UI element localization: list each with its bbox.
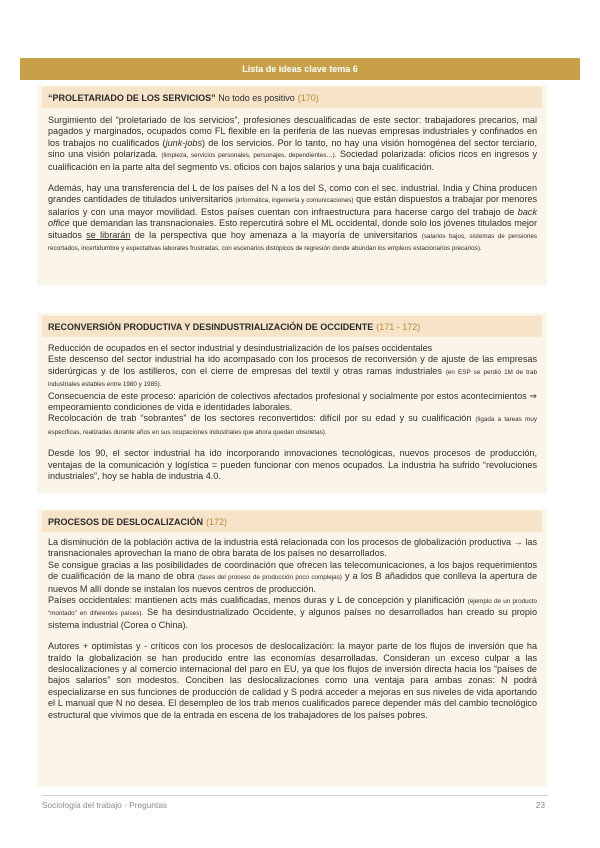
section-body-deslocalizacion <box>48 537 537 721</box>
section-heading-reconversion <box>42 316 542 337</box>
line: Consecuencia de este proceso: aparición de colectivos afectados profesional y socialmente por estos acontecimientos ⇒ empeoramiento condiciones de vida e identidades laborales. <box>48 390 537 413</box>
section-title: “PROLETARIADO DE LOS SERVICIOS” <box>48 92 216 103</box>
paragraph: Además, hay una transferencia del L de los países del N a los del S, como con el sec. industrial. India y China producen grandes cantidades de titulados universitarios (informática, ingeniería y comunicaciones) que están dispuestos a trabajar por menores salarios y con una mayor movilidad. Estos países cuentan con infraestructura para hacerse cargo del trabajo de back office que demandan las transnacionales. Esto repercutirá sobre el ML occidental, donde solo los jóvenes titulados mejor situados se librarán de la perspectiva que hoy amenaza a la mayoría de universitarios (salarios bajos, sistemas de pensiones recortados, incertidumbre y expectativas laborales frustradas, con escenarios distópicos de regresión donde abundan los empleos estacionarios precarios). <box>48 183 538 253</box>
line: Se consigue gracias a las posibilidades de coordinación que ofrecen las telecomunicaciones, a los bajos requerimientos de cualificación de la mano de obra (fases del proceso de producción poco complejas) y a los B añadidos que conlleva la apertura de nuevos M allí donde se instalan los nuevos centros de producción. <box>48 559 538 594</box>
line: Reducción de ocupados en el sector industrial y desindustrialización de los países occidentales <box>48 343 433 353</box>
line: Recolocación de trab “sobrantes” de los sectores reconvertidos: difícil por su edad y su cualificación (ligada a tareas muy específicas, realizadas durante años en sus ocupaciones industriales que ahora quedan obsoletas). <box>48 413 537 436</box>
line: Este descenso del sector industrial ha ido acompasado con los procesos de reconversión y de ajuste de las empresas siderúrgicas y de los astilleros, con el cierre de empresas del textil y otras ramas industriales (en ESP se perdió 1M de trab industriales estables entre 1980 y 1985). <box>48 354 538 389</box>
paragraph: Autores + optimistas y - críticos con los procesos de deslocalización: la mayor parte de los flujos de inversión que ha traído la globalización se han producido entre las economías desarrolladas. Consideran un exceso culpar a las deslocalizaciones y al comercio internacional del paro en EU, ya que los flujos de inversión directa hacia los “países de bajos salarios” son modestos. Conciben las deslocalizaciones como una ventaja para ambas zonas: N podrá especializarse en sus funciones de producción de calidad y S podrá acceder a mejoras en sus niveles de vida aportando el L manual que N no desea. El desempleo de los trab menos cualificados parece depender más del cambio tecnológico estructural que vivimos que de la entrada en escena de los trabajadores de los países pobres. <box>48 641 537 720</box>
paragraph: Desde los 90, el sector industrial ha ido incorporando innovaciones tecnológicas, nuevos procesos de producción, ventajas de la comunicación y logística = pueden funcionar con menos ocupados. La industria ha sufrido “revoluciones industriales”, hoy se habla de industria 4.0. <box>48 448 537 482</box>
footer-divider <box>42 795 548 796</box>
section-body-reconversion <box>48 343 537 482</box>
section-pages: (172) <box>206 516 228 527</box>
section-title: RECONVERSIÓN PRODUCTIVA Y DESINDUSTRIALIZACIÓN DE OCCIDENTE <box>48 321 374 332</box>
section-body-proletariado <box>48 115 537 254</box>
section-heading-proletariado <box>42 87 542 108</box>
page-number: 23 <box>535 800 545 810</box>
paragraph: Surgimiento del “proletariado de los servicios”, profesiones descualificadas de este sector: trabajadores precarios, mal pagados y marginados, ocupados como FL flexible en la periferia de las nuevas empresas industriales y confinados en los trabajos no cualificados (junk-jobs) de los servicios. Por lo tanto, no hay una visión homogénea del sector terciario, sino una visión polarizada. (limpieza, servicios personales, personajes, dependientes…). Sociedad polarizada: oficios ricos en ingresos y cualificación en la parte alta del segmento vs. oficios con bajos salarios y una baja cualificación. <box>48 115 538 172</box>
line: La disminución de la población activa de la industria está relacionada con los procesos de globalización productiva → las transnacionales aprovechan la mano de obra barata de los países no desarrollados. <box>48 537 537 559</box>
section-heading-deslocalizacion <box>42 511 542 532</box>
section-pages: (171 - 172) <box>376 321 421 332</box>
section-pages: (170) <box>297 92 319 103</box>
section-subtitle: No todo es positivo <box>218 92 295 103</box>
line: Países occidentales: mantienen acts más cualificadas, menos duras y L de concepción y planificación (ejemplo de un producto “montado” en diferentes países). Se ha desindustrializado Occidente, y algunos países no desarrollados han creado su propio sistema industrial (Corea o China). <box>48 595 537 630</box>
section-title: PROCESOS DE DESLOCALIZACIÓN <box>48 516 204 527</box>
banner-title: Lista de ideas clave tema 6 <box>20 58 580 80</box>
footer-text: Sociología del trabajo · Preguntas <box>42 800 167 810</box>
